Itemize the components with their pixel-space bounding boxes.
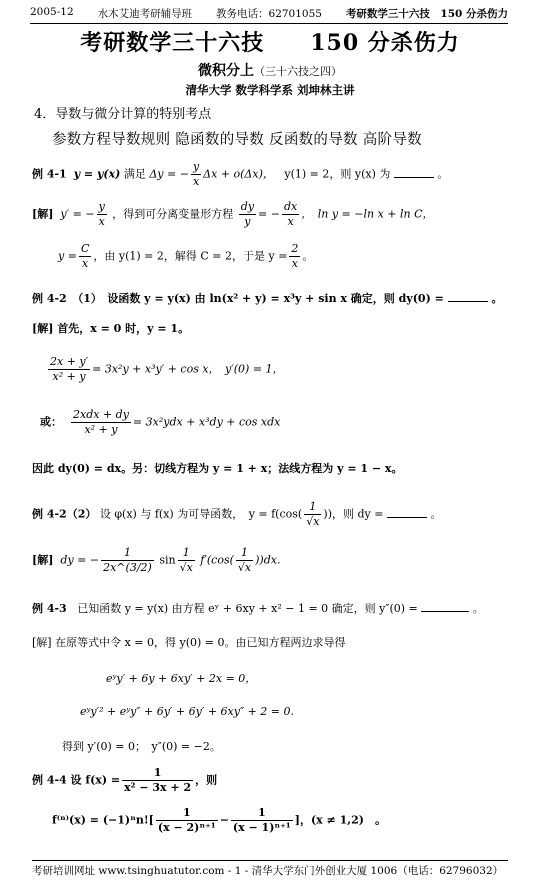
solution-label: [解] bbox=[32, 553, 54, 567]
frac-den: √x bbox=[237, 561, 252, 574]
fraction bbox=[239, 200, 256, 229]
frac-num: 1 bbox=[156, 806, 218, 821]
ex41-delta: Δy = − bbox=[149, 167, 189, 181]
frac-num: y bbox=[98, 200, 105, 213]
fraction bbox=[289, 242, 300, 271]
ex41-func: y = y(x) bbox=[73, 167, 121, 181]
header-phone: 教务电话：62701055 bbox=[216, 8, 322, 20]
solution-4-2-2 bbox=[32, 546, 280, 575]
solution-4-3-first: [解] 在原等式中令 x = 0，得 y(0) = 0。由已知方程两边求导得 bbox=[32, 636, 346, 649]
frac-den: y bbox=[244, 215, 251, 228]
fraction bbox=[282, 200, 299, 229]
example-4-4 bbox=[32, 766, 217, 795]
ex42b-tail: ))，则 dy = bbox=[323, 507, 384, 521]
ex43-label: 例 4-3 bbox=[32, 602, 67, 615]
sol42b-sin: sin bbox=[159, 553, 176, 567]
example-4-2 bbox=[32, 290, 503, 306]
answer-blank bbox=[387, 508, 427, 518]
subtitle-paren: （三十六技之四） bbox=[254, 65, 342, 78]
solution-4-3-eq2: eʸy′² + eʸy″ + 6y′ + 6y′ + 6xy″ + 2 = 0. bbox=[80, 705, 294, 718]
frac-den: x² − 3x + 2 bbox=[124, 781, 192, 794]
ex43-end: 。 bbox=[472, 602, 484, 615]
subtitle-main: 微积分上 bbox=[198, 63, 254, 79]
frac-num: 1 bbox=[304, 500, 321, 515]
fraction bbox=[122, 766, 193, 795]
solution-4-3-eq1: eʸy′ + 6y + 6xy′ + 2x = 0， bbox=[106, 672, 257, 685]
ex43-text: 已知函数 y = y(x) 由方程 eʸ + 6xy + x² − 1 = 0 确定，则 y″(0) = bbox=[77, 602, 418, 615]
header-date: 2005-12 bbox=[30, 6, 74, 18]
section-heading: 4．导数与微分计算的特别考点 bbox=[34, 107, 212, 122]
solution-4-2-eq1 bbox=[46, 355, 284, 384]
example-4-4-formula bbox=[52, 806, 386, 835]
author-line: 清华大学 数学科学系 刘坤林主讲 bbox=[185, 83, 355, 97]
ex41-end: 。 bbox=[437, 167, 449, 181]
example-4-1 bbox=[32, 160, 448, 189]
solution-4-2-conclusion: 因此 dy(0) = dx。另：切线方程为 y = 1 + x；法线方程为 y = 1 − x。 bbox=[32, 462, 403, 475]
sol41-g: 。 bbox=[302, 249, 314, 263]
page-title bbox=[0, 26, 540, 57]
ex42-statement: 例 4-2 （1） 设函数 y = y(x) 由 ln(x² + y) = x³y + sin x 确定，则 dy(0) = bbox=[32, 292, 444, 305]
frac-num: 1 bbox=[231, 806, 293, 821]
fraction bbox=[71, 408, 131, 437]
sol41-c: = − bbox=[258, 207, 280, 221]
title-left: 考研数学三十六技 bbox=[80, 30, 265, 56]
frac-num: 1 bbox=[101, 546, 154, 561]
sol41-d: ， ln y = −ln x + ln C， bbox=[301, 207, 434, 221]
frac-num: 2 bbox=[291, 242, 299, 255]
solution-4-2-eq2 bbox=[40, 408, 280, 437]
sol41-b: ，得到可分离变量形方程 bbox=[112, 207, 234, 221]
title-right: 150 分杀伤力 bbox=[310, 30, 460, 56]
ex44-rhs: ]，(x ≠ 1,2) 。 bbox=[294, 813, 386, 827]
frac-den: 2x^(3/2) bbox=[103, 561, 152, 574]
frac-num: dy bbox=[240, 200, 255, 213]
solution-4-1-line2 bbox=[58, 242, 313, 271]
fraction bbox=[191, 160, 201, 189]
ex42b-end: 。 bbox=[430, 507, 442, 521]
fraction bbox=[156, 806, 218, 835]
fraction bbox=[236, 546, 253, 575]
frac-num: 2xdx + dy bbox=[73, 408, 129, 421]
frac-den: x bbox=[287, 215, 294, 228]
solution-label: [解] bbox=[32, 207, 54, 221]
fraction bbox=[178, 546, 195, 575]
ex44-label: 例 4-4 设 f(x) = bbox=[32, 773, 121, 787]
ex44-minus: − bbox=[219, 813, 229, 827]
frac-den: (x − 2)ⁿ⁺¹ bbox=[157, 821, 216, 834]
sol42b-c: f′(cos( bbox=[200, 553, 234, 567]
sol41-e: y = bbox=[58, 249, 77, 263]
sol41-f: ，由 y(1) = 2，解得 C = 2，于是 y = bbox=[93, 249, 288, 263]
fraction bbox=[304, 500, 321, 529]
ex42-end: 。 bbox=[491, 292, 503, 305]
solution-4-1-line1 bbox=[32, 200, 434, 229]
frac-num: 1 bbox=[178, 546, 195, 561]
ex41-delta-tail: Δx + o(Δx)， bbox=[203, 167, 274, 181]
ex42b-text: 设 φ(x) 与 f(x) 为可导函数， y = f(cos( bbox=[99, 507, 303, 521]
frac-num: y bbox=[192, 160, 200, 173]
frac-den: x bbox=[98, 215, 105, 228]
frac-num: 1 bbox=[122, 766, 193, 781]
header-org: 水木艾迪考研辅导班 bbox=[97, 8, 193, 20]
example-4-2-2 bbox=[32, 500, 441, 529]
ex44-tail: ，则 bbox=[195, 773, 218, 787]
sol41-a: y′ = − bbox=[60, 207, 95, 221]
solution-4-2-first: [解] 首先，x = 0 时，y = 1。 bbox=[32, 322, 190, 335]
answer-blank bbox=[421, 602, 469, 612]
frac-num: 1 bbox=[236, 546, 253, 561]
frac-den: √x bbox=[306, 515, 320, 528]
example-4-3 bbox=[32, 600, 484, 616]
eq2-rhs: = 3x²ydx + x³dy + cos xdx bbox=[132, 415, 281, 429]
frac-num: C bbox=[80, 242, 90, 255]
frac-den: √x bbox=[179, 561, 193, 574]
answer-blank bbox=[394, 168, 434, 178]
fraction bbox=[101, 546, 154, 575]
sol42b-d: ))dx. bbox=[255, 553, 281, 567]
ex41-condition: y(1) = 2，则 y(x) 为 bbox=[284, 167, 391, 181]
frac-num: dx bbox=[283, 200, 298, 213]
fraction bbox=[48, 355, 90, 384]
ex44-lhs: f⁽ⁿ⁾(x) = (−1)ⁿn![ bbox=[52, 813, 154, 827]
example-label: 例 4-1 bbox=[32, 167, 67, 181]
ex42b-label: 例 4-2（2） bbox=[32, 507, 97, 521]
subtitle bbox=[0, 60, 540, 80]
sol42b-a: dy = − bbox=[60, 553, 100, 567]
fraction bbox=[79, 242, 91, 271]
header-right-title: 考研数学三十六技 150 分杀伤力 bbox=[345, 8, 508, 20]
fraction bbox=[231, 806, 293, 835]
frac-den: x bbox=[291, 257, 299, 270]
frac-den: x² + y bbox=[84, 423, 118, 436]
frac-den: x bbox=[192, 175, 200, 188]
eq1-rhs: = 3x²y + x³y′ + cos x， y′(0) = 1， bbox=[92, 362, 284, 376]
frac-den: x bbox=[82, 257, 89, 270]
frac-den: (x − 1)ⁿ⁺¹ bbox=[232, 821, 291, 834]
fraction bbox=[97, 200, 107, 229]
page-footer: 考研培训网址 www.tsinghuatutor.com - 1 - 清华大学东门外创业大厦 1006（电话：62796032） bbox=[32, 860, 508, 878]
page-header bbox=[30, 6, 508, 24]
ex41-text: 满足 bbox=[123, 167, 146, 181]
topics-line: 参数方程导数规则 隐函数的导数 反函数的导数 高阶导数 bbox=[52, 132, 422, 148]
frac-den: x² + y bbox=[52, 370, 86, 383]
answer-blank bbox=[448, 292, 488, 302]
frac-num: 2x + y′ bbox=[50, 355, 89, 368]
solution-4-3-result: 得到 y′(0) = 0； y″(0) = −2。 bbox=[62, 740, 221, 753]
or-label: 或： bbox=[40, 415, 62, 429]
